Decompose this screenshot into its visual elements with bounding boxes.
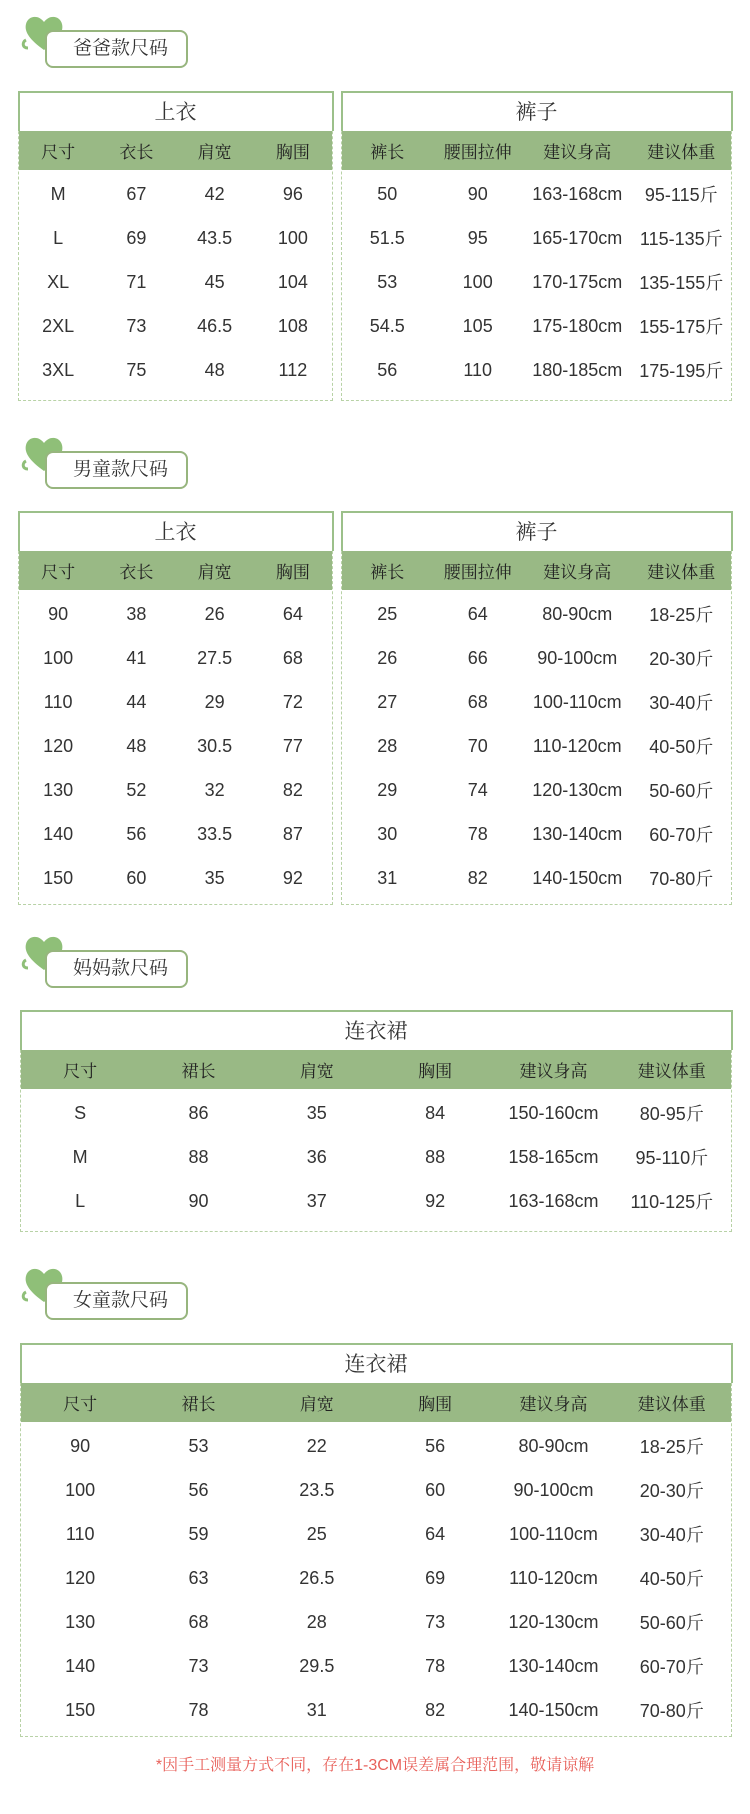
table-caption: 连衣裙	[20, 1010, 733, 1050]
cell: 28	[306, 1611, 327, 1632]
cell: 30.5	[197, 735, 233, 756]
cell: 88	[188, 1146, 209, 1167]
cell: 92	[282, 867, 303, 888]
header-cell: 裤长	[370, 563, 405, 582]
cell: 41	[126, 647, 147, 668]
cell: 56	[377, 359, 398, 380]
cell: 60-70斤	[639, 1657, 704, 1677]
cell: 95	[467, 227, 488, 248]
cell: 50-60斤	[649, 781, 714, 801]
cell: 64	[425, 1523, 446, 1544]
cell: 48	[126, 735, 147, 756]
cell: 105	[462, 315, 493, 336]
cell: 112	[278, 359, 308, 380]
cell: 130	[65, 1611, 96, 1632]
table-header	[19, 551, 332, 590]
cell: 90	[467, 183, 488, 204]
cell: 140	[43, 823, 74, 844]
table-dad-pants	[341, 91, 732, 401]
table-dad-top	[18, 91, 333, 401]
cell: 90-100cm	[537, 647, 618, 668]
cell: 155-175斤	[639, 317, 724, 337]
cell: 110-120cm	[509, 1567, 598, 1588]
cell: 92	[425, 1190, 446, 1211]
cell: 22	[306, 1435, 327, 1456]
header-cell: 衣长	[119, 143, 154, 162]
cell: 18-25斤	[639, 1437, 704, 1457]
table-caption: 裤子	[341, 91, 733, 131]
cell: 54.5	[369, 315, 405, 336]
cell: 29	[377, 779, 398, 800]
cell: 25	[306, 1523, 327, 1544]
cell: 56	[126, 823, 147, 844]
cell: 100-110cm	[532, 691, 622, 712]
cell: 26	[377, 647, 398, 668]
cell: 90	[70, 1435, 91, 1456]
cell: 66	[467, 647, 488, 668]
cell: 73	[188, 1655, 209, 1676]
section-title-label: 男童款尺码	[45, 451, 188, 489]
header-cell: 建议体重	[637, 1395, 706, 1414]
header-cell: 衣长	[119, 563, 154, 582]
cell: 100	[43, 647, 74, 668]
table-row	[342, 172, 731, 216]
table-row	[19, 304, 332, 348]
header-cell: 胸围	[418, 1395, 453, 1414]
table-row	[19, 260, 332, 304]
cell: 150-160cm	[508, 1102, 599, 1123]
cell: 38	[126, 603, 147, 624]
cell: 56	[425, 1435, 446, 1456]
cell: 60	[425, 1479, 446, 1500]
cell: 140-150cm	[532, 867, 623, 888]
header-cell: 肩宽	[299, 1395, 334, 1414]
table-row	[19, 768, 332, 812]
cell: 84	[425, 1102, 446, 1123]
cell: 60	[126, 867, 147, 888]
cell: 42	[204, 183, 225, 204]
cell: 170-175cm	[532, 271, 623, 292]
header-cell: 腰围拉伸	[443, 563, 512, 582]
section-title-girl	[20, 1262, 180, 1316]
table-caption: 连衣裙	[20, 1343, 733, 1383]
header-cell: 裤长	[370, 143, 405, 162]
table-header	[342, 551, 731, 590]
cell: 68	[188, 1611, 209, 1632]
table-row	[21, 1179, 731, 1223]
cell: 3XL	[42, 359, 75, 380]
header-cell: 尺寸	[41, 143, 76, 162]
cell: 2XL	[42, 315, 75, 336]
cell: 51.5	[369, 227, 405, 248]
cell: 29	[204, 691, 225, 712]
header-cell: 尺寸	[63, 1395, 98, 1414]
cell: 30-40斤	[649, 693, 714, 713]
header-cell: 尺寸	[41, 563, 76, 582]
cell: 32	[204, 779, 225, 800]
cell: 52	[126, 779, 147, 800]
cell: 68	[467, 691, 488, 712]
cell: 36	[306, 1146, 327, 1167]
section-title-label: 女童款尺码	[45, 1282, 188, 1320]
cell: 20-30斤	[639, 1481, 704, 1501]
header-cell: 建议体重	[647, 563, 716, 582]
cell: 90-100cm	[513, 1479, 594, 1500]
table-header	[342, 131, 731, 170]
cell: 20-30斤	[649, 649, 714, 669]
cell: 78	[467, 823, 488, 844]
table-row	[21, 1688, 731, 1732]
cell: 48	[204, 359, 225, 380]
section-title-boy	[20, 431, 180, 485]
section-title-label: 爸爸款尺码	[45, 30, 188, 68]
table-caption: 上衣	[18, 91, 334, 131]
table-body	[21, 1422, 731, 1732]
header-cell: 建议身高	[519, 1395, 588, 1414]
cell: 108	[277, 315, 308, 336]
cell: 28	[377, 735, 398, 756]
cell: 23.5	[299, 1479, 335, 1500]
cell: 96	[282, 183, 303, 204]
cell: 26.5	[299, 1567, 335, 1588]
table-row	[342, 856, 731, 900]
cell: 59	[188, 1523, 209, 1544]
table-body	[342, 590, 731, 900]
section-title-mom	[20, 930, 180, 984]
cell: 30	[377, 823, 398, 844]
header-cell: 肩宽	[197, 563, 232, 582]
table-row	[19, 636, 332, 680]
cell: 104	[277, 271, 308, 292]
cell: 35	[306, 1102, 327, 1123]
cell: 27	[377, 691, 398, 712]
section-title-dad	[20, 10, 180, 64]
cell: 86	[188, 1102, 209, 1123]
table-row	[21, 1135, 731, 1179]
cell: 73	[126, 315, 147, 336]
cell: 18-25斤	[649, 605, 714, 625]
table-boy-pants	[341, 511, 732, 905]
cell: 29.5	[299, 1655, 335, 1676]
cell: 74	[467, 779, 488, 800]
measurement-note: *因手工测量方式不同，存在1-3CM误差属合理范围，敬请谅解	[155, 1757, 595, 1774]
cell: 100-110cm	[509, 1523, 598, 1544]
table-row	[19, 680, 332, 724]
table-row	[19, 592, 332, 636]
table-row	[19, 812, 332, 856]
cell: 27.5	[197, 647, 233, 668]
cell: 82	[425, 1699, 446, 1720]
cell: 70-80斤	[649, 869, 714, 889]
cell: 150	[65, 1699, 96, 1720]
cell: 130-140cm	[532, 823, 623, 844]
table-row	[21, 1644, 731, 1688]
cell: 110	[463, 359, 493, 380]
cell: 78	[425, 1655, 446, 1676]
cell: 110	[43, 691, 73, 712]
cell: 78	[188, 1699, 209, 1720]
table-row	[19, 172, 332, 216]
cell: 44	[126, 691, 147, 712]
header-cell: 尺寸	[63, 1062, 98, 1081]
header-cell: 建议身高	[519, 1062, 588, 1081]
cell: 120-130cm	[532, 779, 623, 800]
cell: 180-185cm	[532, 359, 623, 380]
cell: 73	[425, 1611, 446, 1632]
cell: 40-50斤	[649, 737, 714, 757]
cell: 130-140cm	[508, 1655, 599, 1676]
header-cell: 建议体重	[647, 143, 716, 162]
cell: 46.5	[197, 315, 233, 336]
table-row	[19, 724, 332, 768]
table-boy-top	[18, 511, 333, 905]
section-title-label: 妈妈款尺码	[45, 950, 188, 988]
table-row	[342, 304, 731, 348]
cell: 72	[282, 691, 303, 712]
table-header	[21, 1383, 731, 1422]
cell: 90	[48, 603, 69, 624]
cell: 110-120cm	[532, 735, 622, 756]
cell: 60-70斤	[649, 825, 714, 845]
cell: 88	[425, 1146, 446, 1167]
cell: 110	[65, 1523, 95, 1544]
table-row	[21, 1424, 731, 1468]
cell: 163-168cm	[532, 183, 623, 204]
table-row	[342, 768, 731, 812]
cell: 120-130cm	[508, 1611, 599, 1632]
table-row	[21, 1512, 731, 1556]
cell: 87	[282, 823, 303, 844]
cell: 165-170cm	[532, 227, 623, 248]
cell: 50	[377, 183, 398, 204]
cell: 64	[282, 603, 303, 624]
cell: 80-90cm	[518, 1435, 589, 1456]
cell: 150	[43, 867, 74, 888]
cell: 71	[126, 271, 147, 292]
table-body	[19, 170, 332, 392]
cell: 37	[306, 1190, 327, 1211]
header-cell: 肩宽	[197, 143, 232, 162]
header-cell: 腰围拉伸	[443, 143, 512, 162]
table-row	[21, 1468, 731, 1512]
cell: 63	[188, 1567, 209, 1588]
table-header	[19, 131, 332, 170]
cell: S	[74, 1102, 87, 1123]
cell: 140-150cm	[508, 1699, 599, 1720]
cell: 90	[188, 1190, 209, 1211]
table-body	[21, 1089, 731, 1223]
cell: 56	[188, 1479, 209, 1500]
cell: 130	[43, 779, 74, 800]
cell: M	[50, 183, 66, 204]
cell: L	[75, 1190, 86, 1211]
table-row	[342, 592, 731, 636]
table-row	[342, 812, 731, 856]
cell: 95-110斤	[635, 1148, 709, 1168]
table-body	[19, 590, 332, 900]
table-row	[21, 1556, 731, 1600]
table-row	[19, 348, 332, 392]
cell: 120	[43, 735, 74, 756]
cell: 80-90cm	[542, 603, 613, 624]
header-cell: 建议体重	[637, 1062, 706, 1081]
cell: 175-180cm	[532, 315, 623, 336]
cell: 53	[188, 1435, 209, 1456]
header-cell: 裙长	[181, 1395, 216, 1414]
cell: 64	[467, 603, 488, 624]
cell: 26	[204, 603, 225, 624]
cell: 163-168cm	[508, 1190, 599, 1211]
cell: 140	[65, 1655, 96, 1676]
cell: 25	[377, 603, 398, 624]
cell: 158-165cm	[508, 1146, 599, 1167]
cell: 68	[282, 647, 303, 668]
table-row	[342, 680, 731, 724]
table-row	[21, 1600, 731, 1644]
table-row	[342, 724, 731, 768]
table-caption: 上衣	[18, 511, 334, 551]
table-girl-dress	[20, 1343, 732, 1737]
header-cell: 胸围	[275, 563, 310, 582]
cell: 75	[126, 359, 147, 380]
header-cell: 建议身高	[543, 143, 612, 162]
cell: 70	[467, 735, 488, 756]
table-row	[21, 1091, 731, 1135]
cell: 45	[204, 271, 225, 292]
cell: 100	[65, 1479, 96, 1500]
cell: 77	[282, 735, 303, 756]
cell: XL	[47, 271, 70, 292]
cell: 43.5	[197, 227, 233, 248]
header-cell: 胸围	[275, 143, 310, 162]
table-mom-dress	[20, 1010, 732, 1232]
cell: 110-125斤	[630, 1192, 714, 1212]
cell: 70-80斤	[639, 1701, 704, 1721]
header-cell: 胸围	[418, 1062, 453, 1081]
cell: 175-195斤	[639, 361, 724, 381]
cell: 69	[126, 227, 147, 248]
table-row	[342, 260, 731, 304]
cell: 69	[425, 1567, 446, 1588]
cell: 50-60斤	[639, 1613, 704, 1633]
cell: 35	[204, 867, 225, 888]
cell: 100	[462, 271, 493, 292]
cell: 33.5	[197, 823, 233, 844]
header-cell: 肩宽	[299, 1062, 334, 1081]
cell: 95-115斤	[644, 185, 718, 205]
cell: M	[72, 1146, 88, 1167]
cell: 40-50斤	[639, 1569, 704, 1589]
table-row	[19, 216, 332, 260]
table-row	[342, 216, 731, 260]
cell: 30-40斤	[639, 1525, 704, 1545]
cell: 53	[377, 271, 398, 292]
table-row	[342, 636, 731, 680]
header-cell: 建议身高	[543, 563, 612, 582]
cell: 31	[377, 867, 398, 888]
table-body	[342, 170, 731, 392]
cell: 135-155斤	[639, 273, 724, 293]
cell: 82	[467, 867, 488, 888]
table-header	[21, 1050, 731, 1089]
cell: 80-95斤	[639, 1104, 704, 1124]
cell: 67	[126, 183, 147, 204]
cell: 31	[306, 1699, 327, 1720]
table-caption: 裤子	[341, 511, 733, 551]
cell: L	[53, 227, 64, 248]
header-cell: 裙长	[181, 1062, 216, 1081]
cell: 120	[65, 1567, 96, 1588]
cell: 100	[277, 227, 308, 248]
table-row	[19, 856, 332, 900]
table-row	[342, 348, 731, 392]
cell: 82	[282, 779, 303, 800]
cell: 115-135斤	[639, 229, 723, 249]
